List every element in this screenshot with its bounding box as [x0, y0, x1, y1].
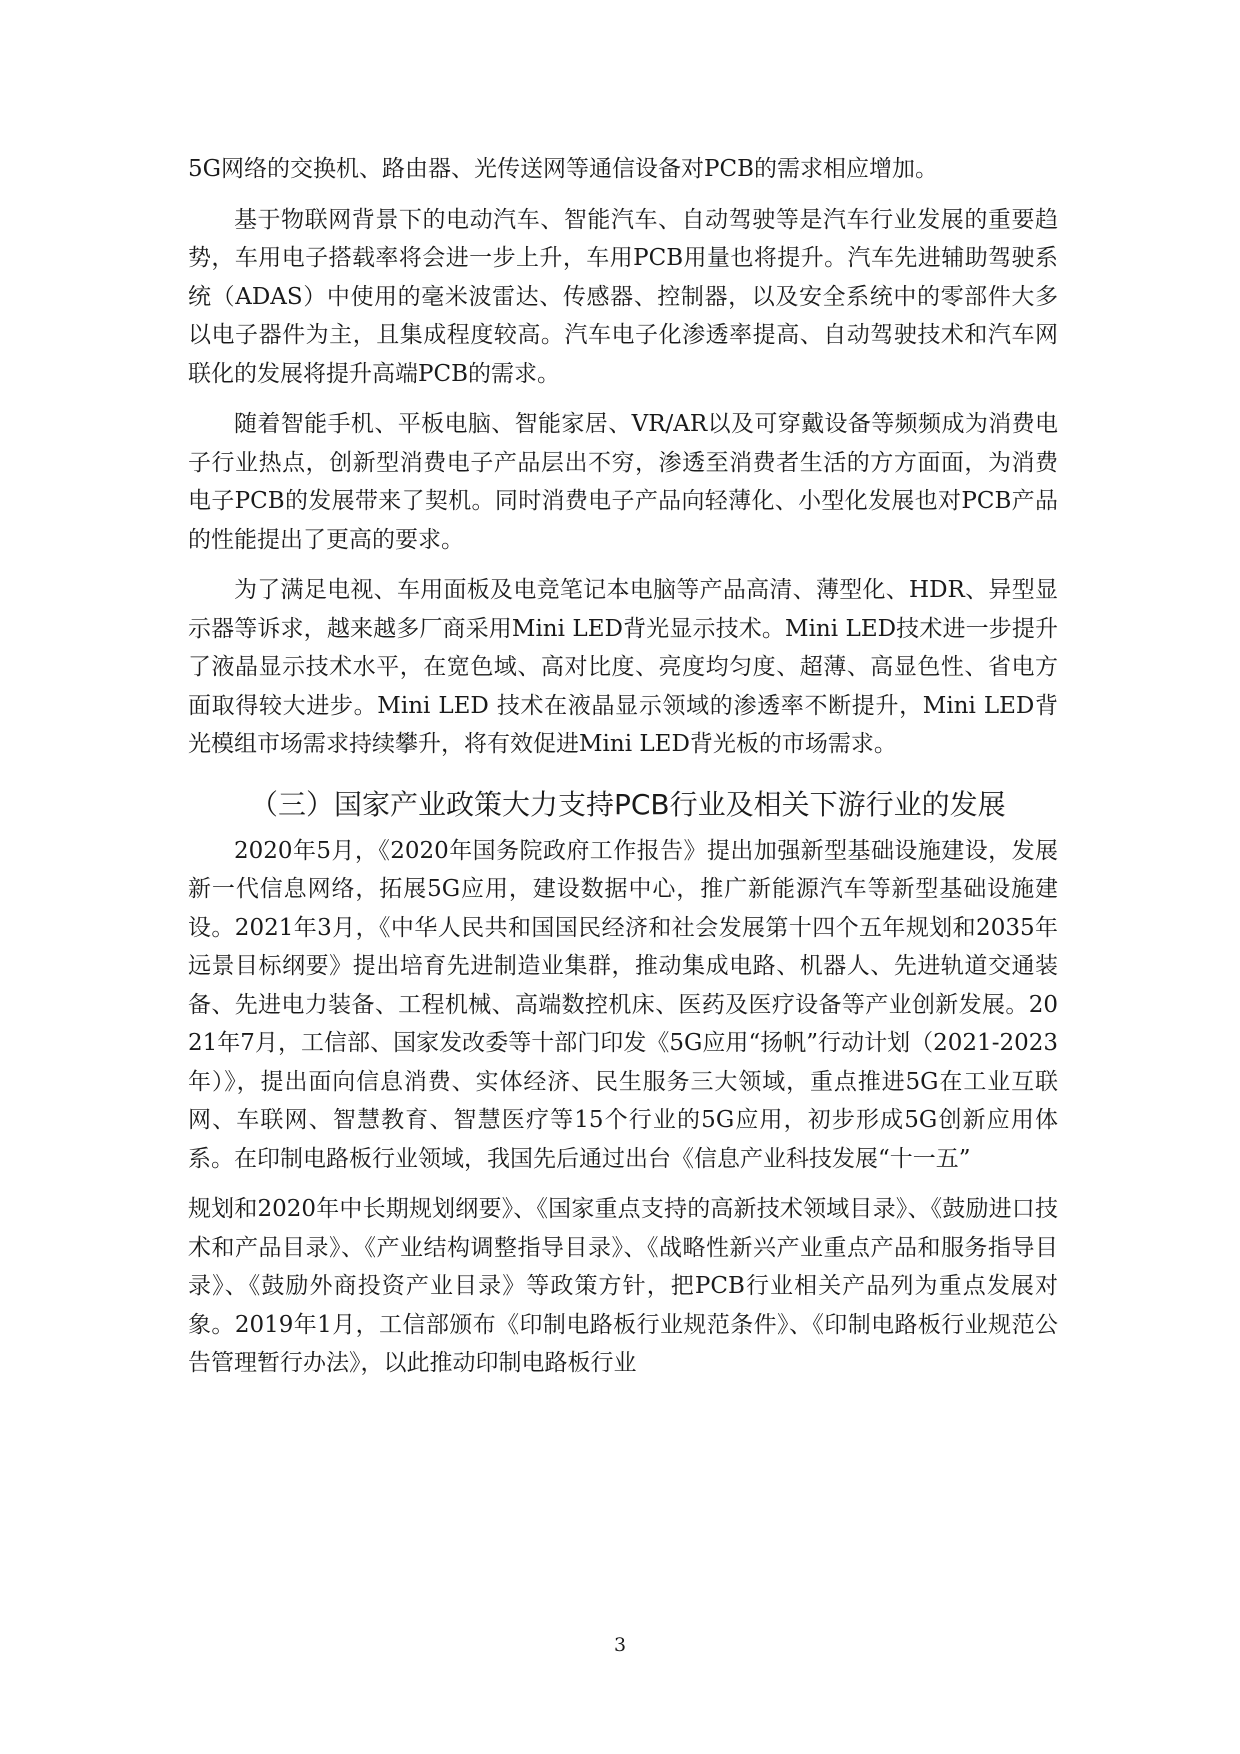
paragraph-3: 随着智能手机、平板电脑、智能家居、VR/AR以及可穿戴设备等频频成为消费电子行业热点，创新型消费电子产品层出不穷，渗透至消费者生活的方方面面，为消费电子PCB的发展带来了契机。同时消费电子产品向轻薄化、小型化发展也对PCB产品的性能提出了更高的要求。 [188, 411, 1058, 553]
paragraph-2: 基于物联网背景下的电动汽车、智能汽车、自动驾驶等是汽车行业发展的重要趋势，车用电子搭载率将会进一步上升，车用PCB用量也将提升。汽车先进辅助驾驶系统（ADAS）中使用的毫米波雷达、传感器、控制器，以及安全系统中的零部件大多以电子器件为主，且集成程度较高。汽车电子化渗透率提高、自动驾驶技术和汽车网联化的发展将提升高端PCB的需求。 [188, 206, 1058, 387]
paragraph-1: 5G网络的交换机、路由器、光传送网等通信设备对PCB的需求相应增加。 [188, 156, 938, 182]
paragraph-4: 为了满足电视、车用面板及电竞笔记本电脑等产品高清、薄型化、HDR、异型显示器等诉求，越来越多厂商采用Mini LED背光显示技术。Mini LED技术进一步提升了液晶显示技术水平，在宽色域、高对比度、亮度均匀度、超薄、高显色性、省电方面取得较大进步。Mini LED 技术在液晶显示领域的渗透率不断提升，Mini LED背光模组市场需求持续攀升，将有效促进Mini LED背光板的市场需求。 [188, 577, 1058, 757]
section-heading: （三）国家产业政策大力支持PCB行业及相关下游行业的发展 [250, 787, 1006, 821]
paragraph-6: 规划和2020年中长期规划纲要》、《国家重点支持的高新技术领域目录》、《鼓励进口技术和产品目录》、《产业结构调整指导目录》、《战略性新兴产业重点产品和服务指导目录》、《鼓励外商投资产业目录》等政策方针，把PCB行业相关产品列为重点发展对象。2019年1月，工信部颁布《印制电路板行业规范条件》、《印制电路板行业规范公告管理暂行办法》，以此推动印制电路板行业 [188, 1196, 1058, 1376]
page-number: 3 [613, 1634, 627, 1656]
paragraph-5: 2020年5月，《2020年国务院政府工作报告》提出加强新型基础设施建设，发展新一代信息网络，拓展5G应用，建设数据中心，推广新能源汽车等新型基础设施建设。2021年3月，《中华人民共和国国民经济和社会发展第十四个五年规划和2035年远景目标纲要》提出培育先进制造业集群，推动集成电路、机器人、先进轨道交通装备、先进电力装备、工程机械、高端数控机床、医药及医疗设备等产业创新发展。2021年7月，工信部、国家发改委等十部门印发《5G应用“扬帆”行动计划（2021-2023年）》，提出面向信息消费、实体经济、民生服务三大领域，重点推进5G在工业互联网、车联网、智慧教育、智慧医疗等15个行业的5G应用，初步形成5G创新应用体系。在印制电路板行业领域，我国先后通过出台《信息产业科技发展“十一五” [188, 837, 1058, 1172]
document-body [188, 150, 1058, 1383]
